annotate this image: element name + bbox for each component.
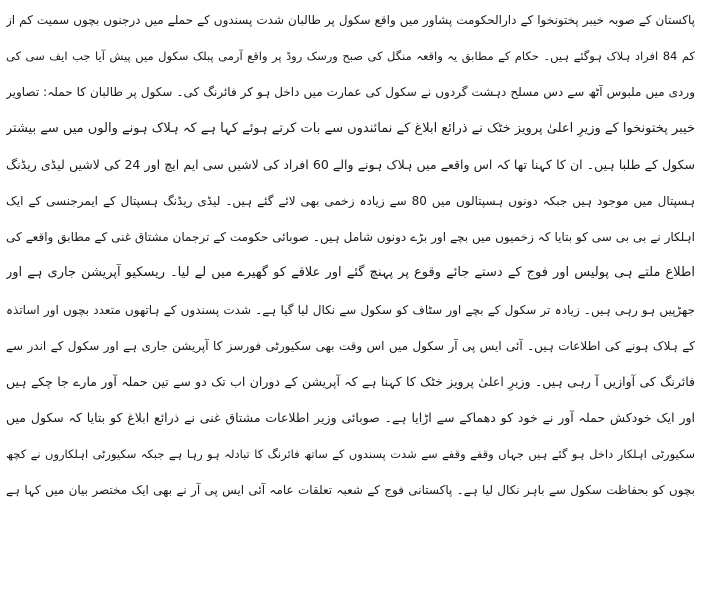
text-line: جھڑپیں ہو رہی ہیں۔ زیادہ تر سکول کے بچے اور سٹاف کو سکول سے نکال لیا گیا ہے۔ شدت پسندوں کے ہاتھوں متعدد بچوں اور اساتذہ [6, 302, 695, 317]
text-line: وردی میں ملبوس آٹھ سے دس مسلح دہشت گردوں نے سکول کی عمارت میں داخل ہو کر فائرنگ کی۔ سکول پر طالبان کا حملہ: تصاویر [6, 85, 695, 100]
text-line: سکول کے طلبا ہیں۔ ان کا کہنا تھا کہ اس واقعے میں ہلاک ہونے والے 60 افراد کی لاشیں سی ایم ایچ اور 24 کی لاشیں لیڈی ریڈنگ [6, 156, 695, 172]
text-line: اطلاع ملتے ہی پولیس اور فوج کے دستے جائے وقوع پر پہنچ گئے اور علاقے کو گھیرے میں لے لیا۔ ریسکیو آپریشن جاری ہے اور [6, 265, 695, 281]
text-line: اور ایک خودکش حملہ آور نے خود کو دھماکے سے اڑایا ہے۔ صوبائی وزیر اطلاعات مشتاق غنی نے ذرائع ابلاغ کو بتایا کہ سکول میں [6, 410, 695, 426]
text-line: کم 84 افراد ہلاک ہوگئے ہیں۔ حکام کے مطابق یہ واقعہ منگل کی صبح ورسک روڈ پر واقع آرمی پبلک سکول میں پیش آیا جب ایف سی کی [6, 49, 695, 64]
text-line: سکیورٹی اہلکار داخل ہو گئے ہیں جہاں وقفے وقفے سے شدت پسندوں کے ساتھ فائرنگ کا تبادلہ ہو رہا ہے جبکہ سکیورٹی اہلکاروں نے کچھ [6, 447, 695, 462]
text-line: ہسپتال میں موجود ہیں جبکہ دونوں ہسپتالوں میں 80 سے زیادہ زخمی بھی لائے گئے ہیں۔ لیڈی ریڈنگ ہسپتال کے ایمرجنسی کے ایک [6, 193, 695, 208]
text-line: بچوں کو بحفاظت سکول سے باہر نکال لیا ہے۔ پاکستانی فوج کے شعبہ تعلقات عامہ آئی ایس پی آر نے بھی ایک مختصر بیان میں کہا ہے [6, 483, 695, 498]
text-line: فائرنگ کی آوازیں آ رہی ہیں۔ وزیرِ اعلیٰ پرویز خٹک کا کہنا ہے کہ آپریشن کے دوران اب تک دو سے تین حملہ آور مارے جا چکے ہیں [6, 373, 695, 389]
text-line: خیبر پختونخوا کے وزیرِ اعلیٰ پرویز خٹک نے ذرائع ابلاغ کے نمائندوں سے بات کرتے ہوئے کہا ہے کہ ہلاک ہونے والوں میں سے بیشتر [6, 120, 695, 136]
text-line: پاکستان کے صوبہ خیبر پختونخوا کے دارالحکومت پشاور میں واقع سکول پر طالبان شدت پسندوں کے حملے میں درجنوں بچوں سمیت کم از [6, 13, 695, 27]
text-line: کے ہلاک ہونے کی اطلاعات ہیں۔ آئی ایس پی آر سکول میں اس وقت بھی سکیورٹی فورسز کا آپریشن جاری ہے اور سکول کے اندر سے [6, 338, 695, 353]
text-line: اہلکار نے بی بی سی کو بتایا کہ زخمیوں میں بچے اور بڑے دونوں شامل ہیں۔ صوبائی حکومت کے ترجمان مشتاق غنی کے مطابق واقعے کی [6, 230, 695, 245]
